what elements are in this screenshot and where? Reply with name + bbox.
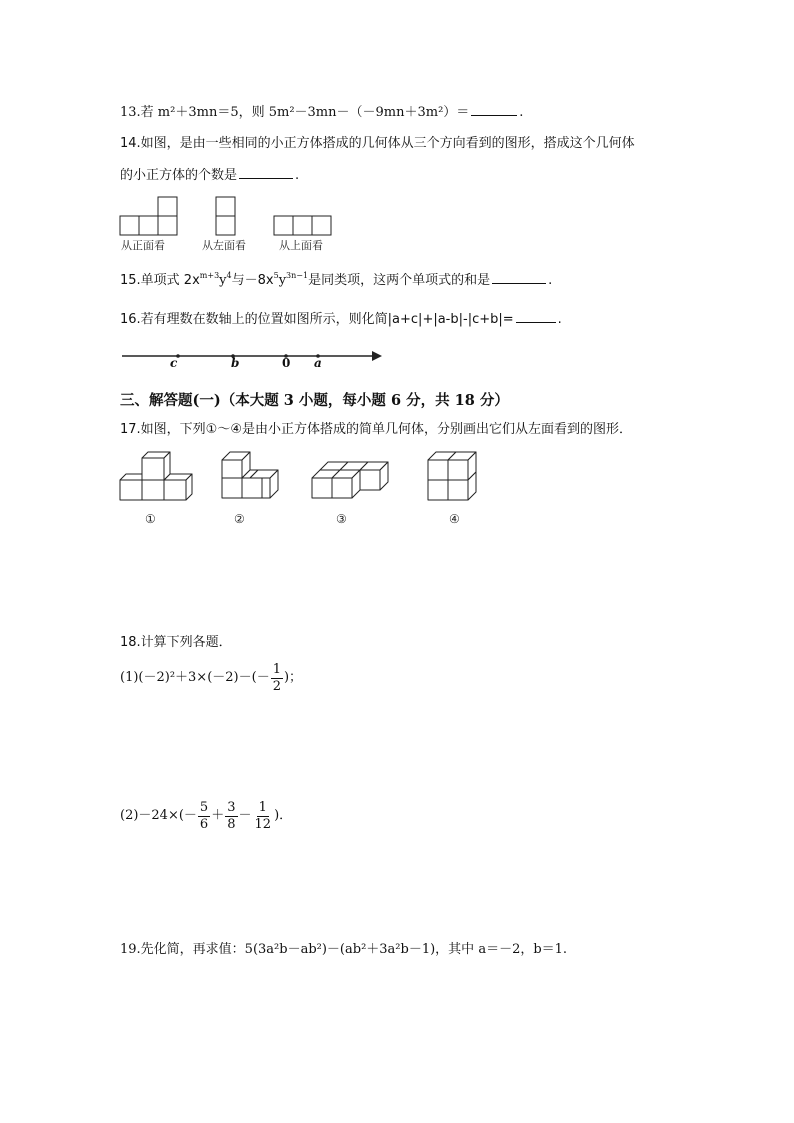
q13-text: 13.若 m²＋3mn＝5，则 5m²－3mn－（－9mn＋3m²）＝ (120, 105, 470, 120)
label-c: c (170, 356, 178, 370)
q14-line2: 的小正方体的个数是 . (120, 168, 300, 183)
caption-left-view: 从左面看 (202, 239, 246, 252)
top-view-shape (274, 216, 331, 235)
solid-4 (428, 452, 476, 500)
question-15: 15.单项式 $2x^{m+3}y^4$与$-8x^5y^{3n-1}$是同类项，这两个单项式的和是 . (120, 271, 553, 288)
section-3-heading: 三、解答题(一)（本大题 3 小题，每小题 6 分，共 18 分） (120, 392, 509, 409)
label-solid-3: ③ (336, 512, 347, 526)
answer-blank[interactable] (492, 271, 546, 284)
answer-blank[interactable] (239, 166, 293, 179)
q18-title: 18.计算下列各题． (120, 635, 232, 650)
label-solid-1: ① (145, 512, 156, 526)
label-solid-4: ④ (449, 512, 460, 526)
fraction-five-sixths: $\frac{5}{6}$ (199, 799, 209, 832)
label-0: 0 (282, 356, 291, 370)
solid-1 (120, 452, 192, 500)
fraction-three-eighths: $\frac{3}{8}$ (227, 799, 236, 832)
number-line (120, 346, 390, 374)
label-solid-2: ② (234, 512, 245, 526)
answer-blank[interactable] (471, 103, 517, 116)
q14-three-views-figure (118, 195, 338, 237)
fraction-one-half: $\frac{1}{2}$ (272, 661, 281, 694)
arrow-head-icon (372, 351, 382, 361)
answer-blank[interactable] (516, 310, 556, 323)
q18-part-2: (2)－24×(－ $\frac{5}{6}$ ＋ $\frac{3}{8}$ － $\frac{1}{12}$ )． (120, 799, 293, 832)
solid-3 (312, 462, 388, 498)
question-17: 17.如图，下列①～④是由小正方体搭成的简单几何体，分别画出它们从左面看到的图形． (120, 422, 632, 437)
q17-solids-figure (118, 450, 498, 506)
q14-line1: 14.如图，是由一些相同的小正方体搭成的几何体从三个方向看到的图形，搭成这个几何体 (120, 136, 635, 151)
question-13: 13.若 m²＋3mn＝5，则 5m²－3mn－（－9mn＋3m²）＝ . (120, 105, 524, 120)
question-16: 16.若有理数在数轴上的位置如图所示，则化简|a+c|+|a-b|-|c+b|= . (120, 312, 562, 327)
question-19: 19.先化简，再求值：5(3a²b－ab²)－(ab²＋3a²b－1)，其中 a＝－2，b＝1. (120, 942, 568, 957)
left-view-shape (216, 197, 235, 235)
fraction-one-twelfth: $\frac{1}{12}$ (254, 799, 272, 832)
q18-part-1: (1)(－2)²＋3×(－2)－(－ $\frac{1}{2}$ )； (120, 661, 303, 694)
label-a: a (314, 356, 322, 370)
label-b: b (231, 356, 240, 370)
front-view-shape (120, 197, 177, 235)
caption-front-view: 从正面看 (121, 239, 165, 252)
caption-top-view: 从上面看 (279, 239, 323, 252)
solid-2 (222, 452, 278, 498)
